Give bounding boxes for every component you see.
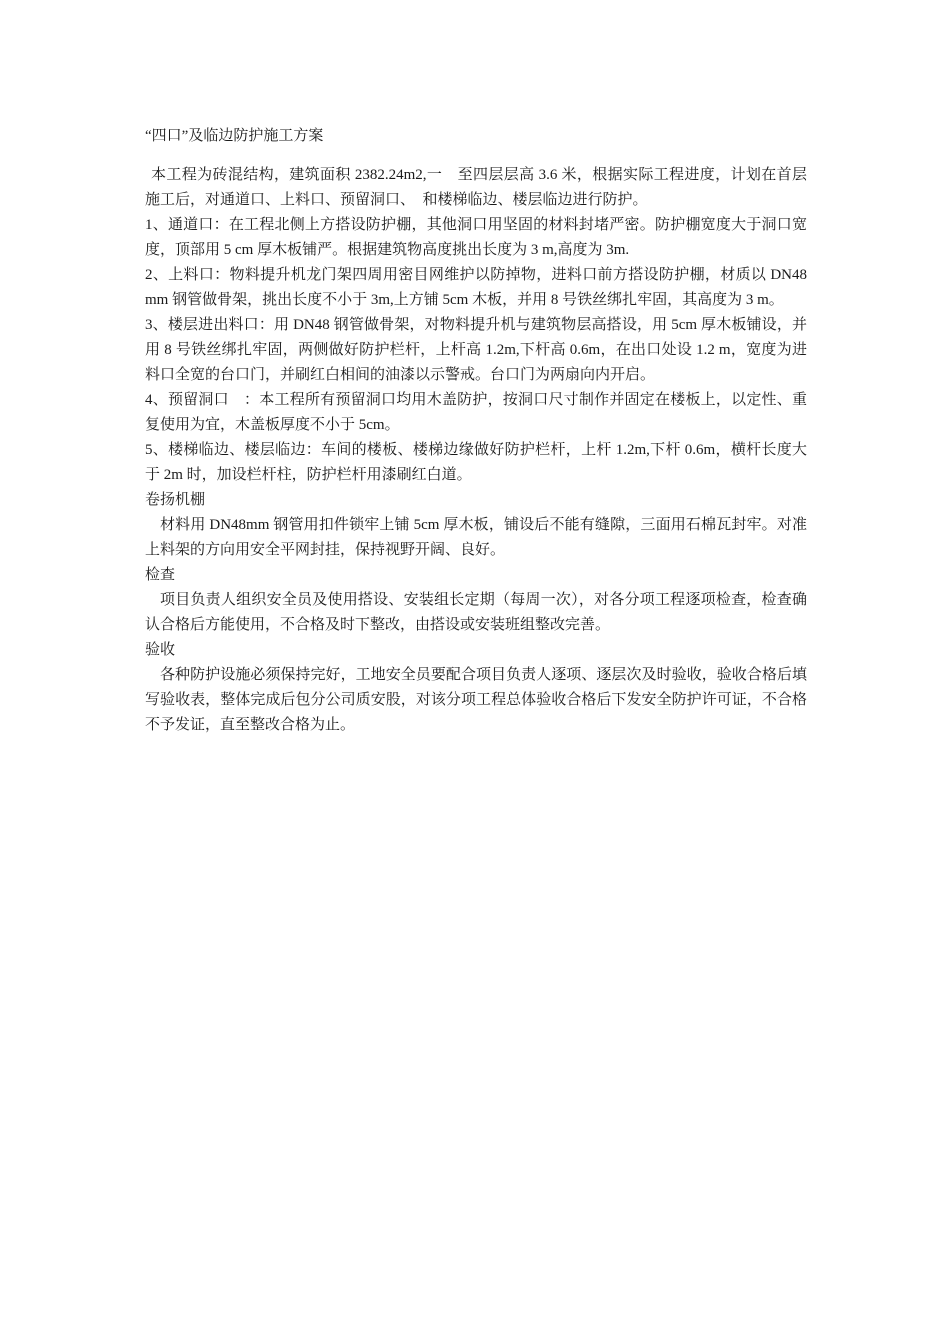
section-heading-inspection: 检查 [145,567,176,583]
item-loading-opening: 2、上料口：物料提升机龙门架四周用密目网维护以防掉物，进料口前方搭设防护棚，材质以 DN48 mm 钢管做骨架，挑出长度不小于 3m,上方铺 5cm 木板，并用 8 号铁丝绑扎牢固，其高度为 3 m。 [145,267,807,308]
item-stair-floor-edge: 5、楼梯临边、楼层临边：车间的楼板、楼梯边缘做好防护栏杆，上杆 1.2m,下杆 0.6m，横杆长度大于 2m 时，加设栏杆柱，防护栏杆用漆刷红白道。 [145,442,807,483]
section-body-inspection: 项目负责人组织安全员及使用搭设、安装组长定期（每周一次），对各分项工程逐项检查，检查确认合格后方能使用，不合格及时下整改，由搭设或安装班组整改完善。 [145,592,807,633]
document-title: “四口”及临边防护施工方案 [145,128,324,144]
section-body-acceptance: 各种防护设施必须保持完好，工地安全员要配合项目负责人逐项、逐层次及时验收，验收合格后填写验收表，整体完成后包分公司质安股，对该分项工程总体验收合格后下发安全防护许可证，不合格不予发证，直至整改合格为止。 [145,667,807,733]
section-heading-hoist-shed: 卷扬机棚 [145,492,206,508]
document-page [145,124,807,738]
item-passageway: 1、通道口：在工程北侧上方搭设防护棚，其他洞口用坚固的材料封堵严密。防护棚宽度大于洞口宽度，顶部用 5 cm 厚木板铺严。根据建筑物高度挑出长度为 3 m,高度为 3m. [145,217,807,258]
section-body-hoist-shed: 材料用 DN48mm 钢管用扣件锁牢上铺 5cm 厚木板，铺设后不能有缝隙，三面用石棉瓦封牢。对准上料架的方向用安全平网封挂，保持视野开阔、良好。 [145,517,807,558]
section-heading-acceptance: 验收 [145,642,176,658]
item-floor-loading-opening: 3、楼层进出料口：用 DN48 钢管做骨架，对物料提升机与建筑物层高搭设，用 5cm 厚木板铺设，并用 8 号铁丝绑扎牢固，两侧做好防护栏杆，上杆高 1.2m,下杆高 0.6m，在出口处设 1.2 m，宽度为进料口全宽的台口门，并刷红白相间的油漆以示警戒。台口门为两扇向内开启。 [145,317,807,383]
item-reserved-opening: 4、预留洞口 ：本工程所有预留洞口均用木盖防护，按洞口尺寸制作并固定在楼板上，以定性、重复使用为宜，木盖板厚度不小于 5cm。 [145,392,807,433]
intro-paragraph: 本工程为砖混结构，建筑面积 2382.24m2,一 至四层层高 3.6 米，根据实际工程进度，计划在首层施工后，对通道口、上料口、预留洞口、 和楼梯临边、楼层临边进行防护。 [145,167,807,208]
